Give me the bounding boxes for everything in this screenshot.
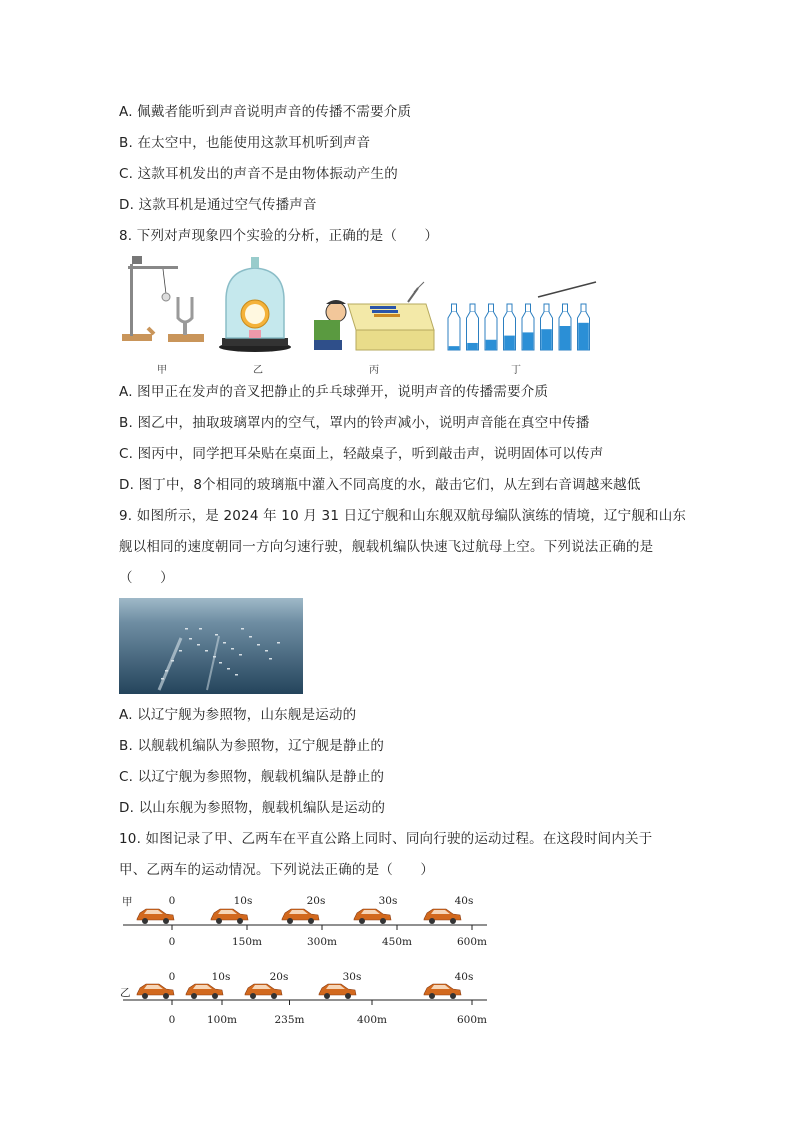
time-label: 30s [342,971,362,983]
q9-stem-line-1: 9. 如图所示，是 2024 年 10 月 31 日辽宁舰和山东舰双航母编队演练的情境，辽宁舰和山东 [119,508,687,524]
q9-option-d: D. 以山东舰为参照物，舰载机编队是运动的 [119,800,386,816]
q7-option-c: C. 这款耳机发出的声音不是由物体振动产生的 [119,166,398,182]
car-b-label: 乙 [120,987,131,999]
q8-experiment-figures [118,252,608,357]
q8-caption-b: 乙 [253,365,263,376]
time-label: 0 [168,895,176,907]
water-bottles-figure [448,304,590,350]
tuning-fork-figure [122,256,204,342]
distance-label: 600m [457,1014,487,1026]
car-icon [319,984,356,999]
bell-jar-figure [219,257,291,352]
q9-option-a: A. 以辽宁舰为参照物，山东舰是运动的 [119,707,357,723]
car-icon [137,984,174,999]
q8-caption-c: 丙 [369,365,379,376]
distance-label: 150m [232,936,262,948]
q8-option-d: D. 图丁中，8个相同的玻璃瓶中灌入不同高度的水，敲击它们，从左到右音调越来越低 [119,477,641,493]
car-icon [186,984,223,999]
distance-label: 100m [207,1014,237,1026]
q9-stem-line-2: 舰以相同的速度朝同一方向匀速行驶，舰载机编队快速飞过航母上空。下列说法正确的是 [119,539,654,555]
q7-option-d: D. 这款耳机是通过空气传播声音 [119,197,317,213]
q8-option-a: A. 图甲正在发声的音叉把静止的乒乓球弹开，说明声音的传播需要介质 [119,384,549,400]
water-bottle [467,304,479,350]
q9-option-c: C. 以辽宁舰为参照物，舰载机编队是静止的 [119,769,385,785]
car-icon [245,984,282,999]
car-icon [211,909,248,924]
car-motion-diagram [115,888,495,1033]
water-bottle [559,304,571,350]
water-bottle [448,304,460,350]
water-bottle [522,304,534,350]
car-a-label: 甲 [122,896,133,908]
time-label: 20s [269,971,289,983]
time-label: 40s [454,895,474,907]
q8-option-b: B. 图乙中，抽取玻璃罩内的空气，罩内的铃声减小，说明声音能在真空中传播 [119,415,590,431]
time-label: 10s [233,895,253,907]
car-icon [424,909,461,924]
distance-label: 0 [168,1014,176,1026]
car-icon [137,909,174,924]
water-bottle [504,304,516,350]
student-desk-figure [314,282,434,350]
q8-option-c: C. 图丙中，同学把耳朵贴在桌面上，轻敲桌子，听到敲击声，说明固体可以传声 [119,446,604,462]
water-bottle [541,304,553,350]
distance-label: 0 [168,936,176,948]
distance-label: 235m [274,1014,305,1026]
car-icon [282,909,319,924]
q7-option-a: A. 佩戴者能听到声音说明声音的传播不需要介质 [119,104,412,120]
q7-option-b: B. 在太空中，也能使用这款耳机听到声音 [119,135,371,151]
car-icon [354,909,391,924]
car-icon [424,984,461,999]
q9-stem-line-3: （ ） [119,570,174,586]
time-label: 20s [306,895,326,907]
time-label: 40s [454,971,474,983]
q10-stem-line-1: 10. 如图记录了甲、乙两车在平直公路上同时、同向行驶的运动过程。在这段时间内关于 [119,831,653,847]
q8-caption-a: 甲 [157,365,167,376]
time-label: 30s [378,895,398,907]
water-bottle [578,304,590,350]
q8-stem: 8. 下列对声现象四个实验的分析，正确的是（ ） [119,228,439,244]
distance-label: 450m [382,936,412,948]
time-label: 10s [211,971,231,983]
water-bottle [485,304,497,350]
carrier-formation-photo [119,598,303,694]
distance-label: 300m [307,936,337,948]
distance-label: 400m [357,1014,387,1026]
q9-option-b: B. 以舰载机编队为参照物，辽宁舰是静止的 [119,738,385,754]
q10-stem-line-2: 甲、乙两车的运动情况。下列说法正确的是（ ） [119,862,435,878]
q8-caption-d: 丁 [511,365,521,376]
distance-label: 600m [457,936,487,948]
time-label: 0 [168,971,176,983]
